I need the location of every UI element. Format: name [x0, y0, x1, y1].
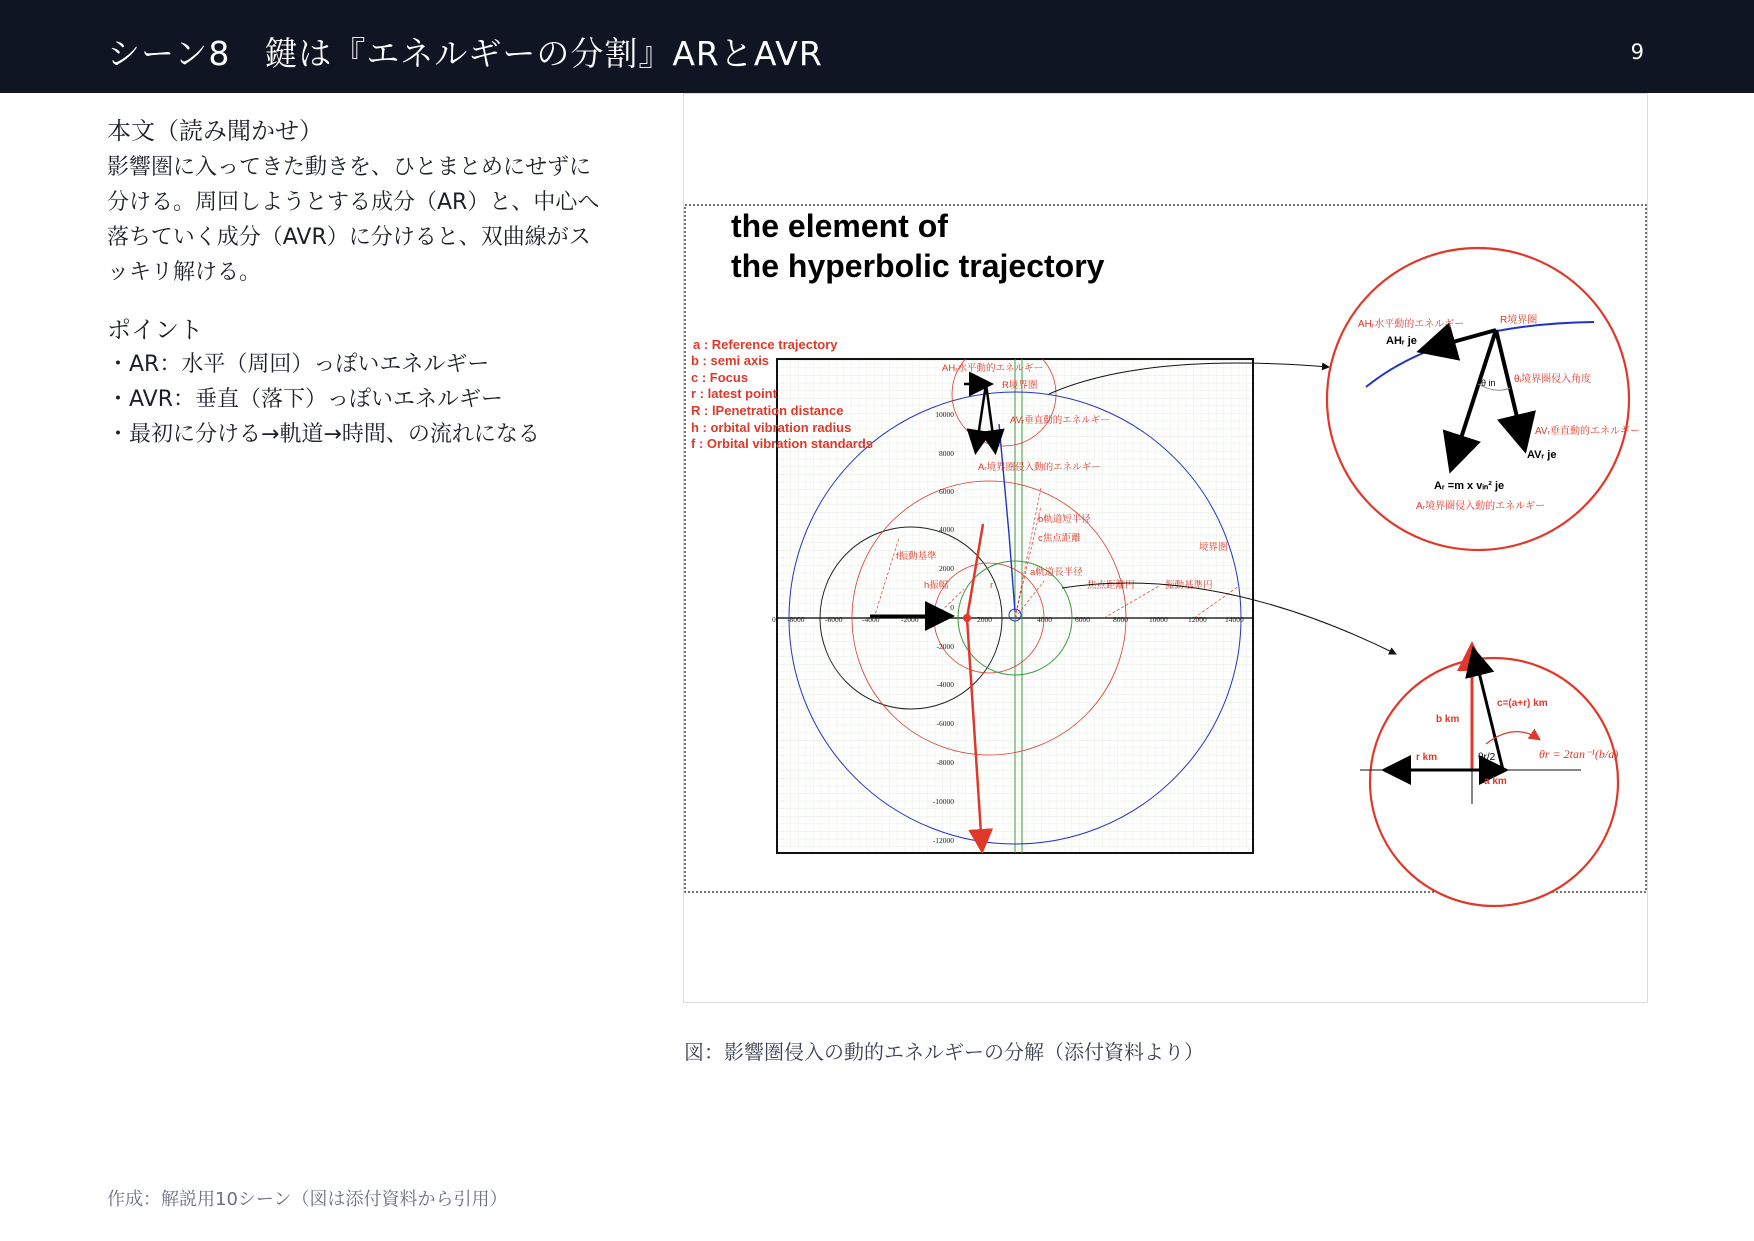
y-tick: 6000 — [939, 487, 954, 496]
figure-heading-1: the element of — [731, 208, 948, 244]
body-line: ッキリ解ける。 — [107, 260, 262, 285]
x-tick: 12000 — [1188, 615, 1207, 624]
zoom-label: AHᵣ je — [1386, 335, 1417, 347]
legend-item: a : Reference trajectory — [693, 337, 838, 352]
x-tick: -2000 — [901, 615, 919, 624]
legend-item: R : lPenetration distance — [691, 403, 844, 418]
points-heading: ポイント — [107, 316, 203, 344]
point-item: ・最初に分ける→軌道→時間、の流れになる — [107, 422, 540, 447]
x-tick: 8000 — [1113, 615, 1128, 624]
plot-label: 振動基準円 — [1165, 580, 1213, 591]
y-tick: -10000 — [932, 797, 954, 806]
plot-label: AHᵣ水平動的エネルギー — [942, 363, 1043, 374]
theta-formula: θr = 2tan⁻¹(b/a) — [1539, 747, 1619, 761]
y-tick: 2000 — [939, 564, 954, 573]
y-tick: -8000 — [936, 758, 954, 767]
zoom-label: θr/2 — [1478, 752, 1496, 763]
y-tick: -6000 — [936, 719, 954, 728]
zoom-circle-energy — [1327, 248, 1640, 550]
x-tick: 2000 — [977, 615, 992, 624]
legend-item: c : Focus — [691, 370, 749, 385]
zoom-label: R境界圏 — [1500, 315, 1538, 326]
zoom-label: θ in — [1481, 378, 1496, 388]
zoom-label: AVᵣ je — [1527, 449, 1557, 461]
plot-label: Aᵣ境界圏侵入動的エネルギー — [978, 462, 1101, 473]
plot-label: c焦点距離 — [1038, 533, 1081, 544]
y-tick: 0 — [950, 603, 954, 612]
x-tick: 14000 — [1225, 615, 1244, 624]
legend-item: r : latest point — [691, 386, 777, 401]
zoom-label: AVᵣ垂直動的エネルギー — [1535, 426, 1640, 437]
slide-title: シーン8 鍵は『エネルギーの分割』ARとAVR — [107, 34, 823, 73]
zoom-label: θᵢ境界圏侵入角度 — [1514, 374, 1592, 385]
zoom-label: Aᵣ境界圏侵入動的エネルギー — [1416, 501, 1546, 512]
x-tick: -4000 — [862, 615, 880, 624]
figure-heading-2: the hyperbolic trajectory — [731, 248, 1105, 284]
plot-label: 焦点距離円 — [1087, 580, 1135, 591]
x-tick: 4000 — [1037, 615, 1052, 624]
plot-label: 境界圏 — [1199, 542, 1228, 553]
plot-label: AVᵣ垂直動的エネルギー — [1010, 415, 1110, 426]
plot-label: a軌道長半径 — [1030, 567, 1083, 578]
x-tick: -8000 — [787, 615, 805, 624]
x-tick: 0 — [772, 615, 776, 624]
y-tick: 8000 — [939, 449, 954, 458]
legend-item: b : semi axis — [691, 353, 770, 368]
points-list — [107, 347, 627, 452]
zoom-label: Aᵣ =m x vᵢₙ² je — [1434, 480, 1505, 492]
figure-frame — [683, 93, 1648, 1003]
point-item: ・AVR：垂直（落下）っぽいエネルギー — [107, 387, 503, 412]
zoom-label: r km — [1416, 752, 1438, 763]
plot-label: R境界圏 — [1002, 380, 1038, 391]
body-line: 影響圏に入ってきた動きを、ひとまとめにせずに — [107, 155, 592, 180]
legend-item: h : orbital vibration radius — [691, 420, 852, 435]
hyperbolic-trajectory-figure — [684, 94, 1649, 1004]
body-heading: 本文（読み聞かせ） — [107, 117, 323, 145]
x-tick: -6000 — [825, 615, 843, 624]
zoom-label: AHᵣ水平動的エネルギー — [1358, 319, 1465, 330]
narration-panel — [107, 114, 627, 452]
legend-item: f : Orbital vibration standards — [691, 436, 874, 451]
point-item: ・AR：水平（周回）っぽいエネルギー — [107, 352, 490, 377]
plot-label: h振幅 — [924, 580, 949, 591]
zoom-label: b km — [1436, 714, 1460, 725]
zoom-circle-geometry — [1360, 647, 1618, 906]
x-tick: 0 — [940, 615, 944, 624]
figure-caption: 図：影響圏侵入の動的エネルギーの分解（添付資料より） — [684, 1040, 1204, 1064]
y-tick: 4000 — [939, 525, 954, 534]
plot-label: r — [990, 580, 994, 591]
y-tick: -12000 — [932, 836, 954, 845]
footer-note: 作成：解説用10シーン（図は添付資料から引用） — [107, 1189, 508, 1210]
y-tick: 10000 — [935, 410, 954, 419]
page-number: 9 — [1630, 40, 1644, 64]
plot-label: b軌道短半径 — [1038, 514, 1091, 525]
body-text — [107, 150, 627, 290]
body-line: 落ちていく成分（AVR）に分けると、双曲線がス — [107, 225, 591, 250]
header-bar — [0, 0, 1754, 93]
plot-label: f振動基準 — [896, 551, 937, 562]
y-tick: -2000 — [936, 642, 954, 651]
x-tick: 6000 — [1075, 615, 1090, 624]
x-tick: 10000 — [1149, 615, 1168, 624]
body-line: 分ける。周回しようとする成分（AR）と、中心へ — [107, 190, 600, 215]
zoom-label: c=(a+r) km — [1497, 698, 1548, 709]
y-tick: -4000 — [936, 680, 954, 689]
zoom-label: a km — [1484, 776, 1507, 787]
